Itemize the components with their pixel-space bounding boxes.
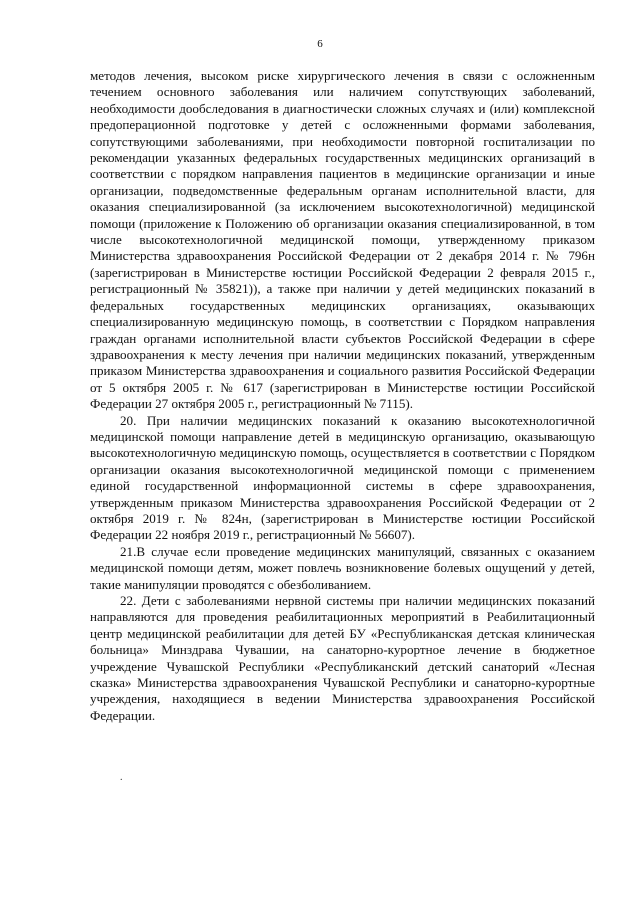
trailing-mark: . xyxy=(120,772,123,783)
paragraph-continuation: методов лечения, высоком риске хирургического лечения в связи с осложненным течением основного заболевания или наличием сопутствующих заболеваний, необходимости дообследования в диагностически сложных случаях и (или) комплексной предоперационной подготовке у детей с осложненными формами заболевания, сопутствующими заболеваниями, при необходимости повторной госпитализации по рекомендации указанных федеральных государственных медицинских организаций в соответствии с порядком направления пациентов в медицинские организации и иные организации, подведомственные федеральным органам исполнительной власти, для оказания специализированной (за исключением высокотехнологичной) медицинской помощи (приложение к Положению об организации оказания специализированной, в том числе высокотехнологичной медицинской помощи, утвержденному приказом Министерства здравоохранения Российской Федерации от 2 декабря 2014 г. № 796н (зарегистрирован в Министерстве юстиции Российской Федерации 2 февраля 2015 г., регистрационный № 35821)), а также при наличии у детей медицинских показаний в федеральных государственных медицинских организациях, оказывающих специализированную медицинскую помощь, в соответствии с Порядком направления граждан органами исполнительной власти субъектов Российской Федерации в сфере здравоохранения к месту лечения при наличии медицинских показаний, утвержденным приказом Министерства здравоохранения и социального развития Российской Федерации от 5 октября 2005 г. № 617 (зарегистрирован в Министерстве юстиции Российской Федерации 27 октября 2005 г., регистрационный № 7115). xyxy=(90,68,595,412)
paragraph-item-21: 21.В случае если проведение медицинских манипуляций, связанных с оказанием медицинской помощи детям, может повлечь возникновение болевых ощущений у детей, такие манипуляции проводятся с обезболиванием. xyxy=(90,543,595,592)
page-number: 6 xyxy=(317,38,323,50)
paragraph-item-22: 22. Дети с заболеваниями нервной системы при наличии медицинских показаний направляются для проведения реабилитационных мероприятий в Реабилитационный центр медицинской реабилитации для детей БУ «Республиканская детская клиническая больница» Минздрава Чувашии, на санаторно-курортное лечение в бюджетное учреждение Чувашской Республики «Республиканский детский санаторий «Лесная сказка» Министерства здравоохранения Чувашской Республики и санаторно-курортные учреждения, находящиеся в ведении Министерства здравоохранения Российской Федерации. xyxy=(90,593,595,723)
paragraph-item-20: 20. При наличии медицинских показаний к оказанию высокотехнологичной медицинской помощи направление детей в медицинскую организацию, оказывающую высокотехнологичную медицинскую помощь, осуществляется в соответствии с Порядком организации оказания высокотехнологичной медицинской помощи с применением единой государственной информационной системы в сфере здравоохранения, утвержденным приказом Министерства здравоохранения Российской Федерации от 2 октября 2019 г. № 824н, (зарегистрирован в Министерстве юстиции Российской Федерации 22 ноября 2019 г., регистрационный № 56607). xyxy=(90,412,595,543)
document-body xyxy=(90,68,595,724)
